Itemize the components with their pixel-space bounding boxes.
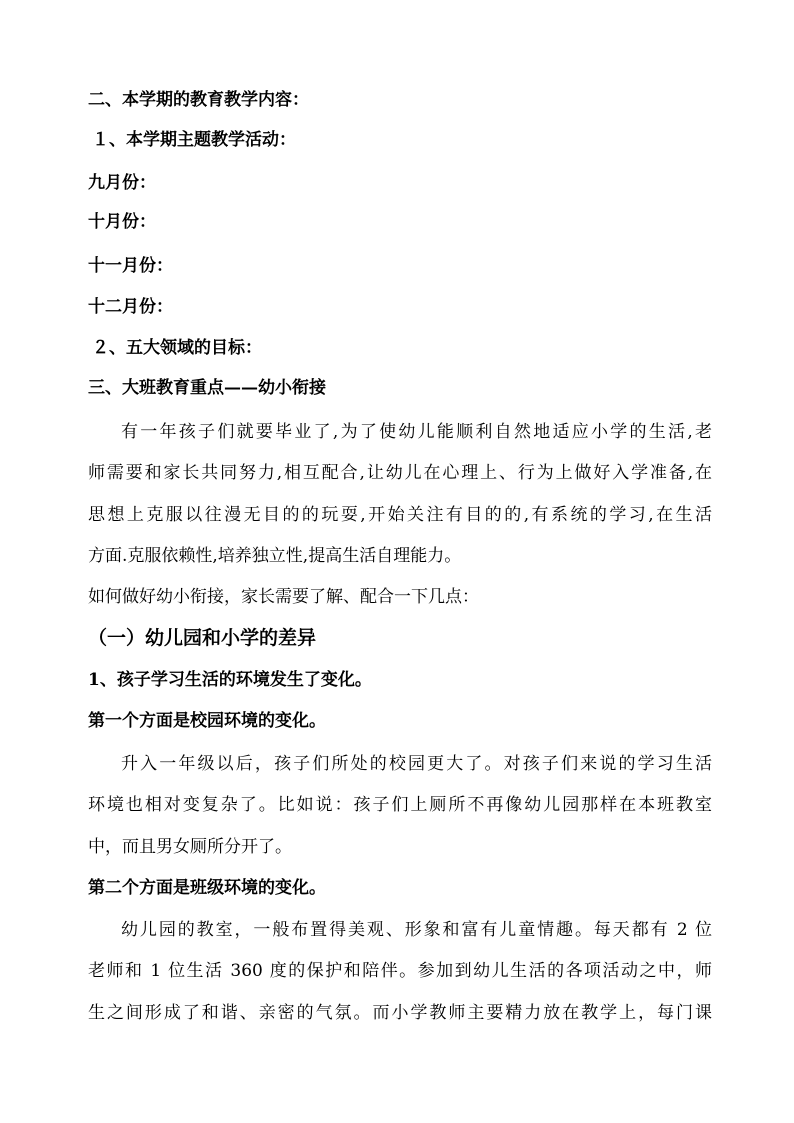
intro-paragraph-line: 师需要和家长共同努力,相互配合,让幼儿在心理上、行为上做好入学准备,在 — [88, 463, 712, 483]
aspect-2-line: 幼儿园的教室，一般布置得美观、形象和富有儿童情趣。每天都有 2 位 — [121, 920, 712, 940]
aspect-1-line: 升入一年级以后，孩子们所处的校园更大了。对孩子们来说的学习生活 — [121, 754, 712, 774]
intro-paragraph-line: 有一年孩子们就要毕业了,为了使幼儿能顺利自然地适应小学的生活,老 — [121, 422, 712, 442]
intro-paragraph-line: 思想上克服以往漫无目的的玩耍,开始关注有目的的,有系统的学习,在生活 — [88, 505, 712, 525]
month-december: 十二月份： — [88, 297, 173, 317]
aspect-2-line: 老师和 1 位生活 360 度的保护和陪伴。参加到幼儿生活的各项活动之中，师 — [88, 961, 712, 981]
month-october: 十月份： — [88, 212, 156, 232]
how-to-line: 如何做好幼小衔接，家长需要了解、配合一下几点： — [88, 587, 479, 607]
aspect-2-line: 生之间形成了和谐、亲密的气氛。而小学教师主要精力放在教学上，每门课 — [88, 1003, 712, 1023]
aspect-1-line: 环境也相对变复杂了。比如说：孩子们上厕所不再像幼儿园那样在本班教室 — [88, 795, 712, 815]
point-1-title: 1、孩子学习生活的环境发生了变化。 — [88, 670, 372, 690]
item-2-title: ２、五大领域的目标： — [92, 338, 262, 358]
section-2-title: 二、本学期的教育教学内容： — [88, 90, 309, 110]
aspect-2-title: 第二个方面是班级环境的变化。 — [88, 878, 326, 898]
item-1-title: １、本学期主题教学活动： — [92, 130, 296, 150]
intro-paragraph-line: 方面.克服依赖性,培养独立性,提高生活自理能力。 — [88, 546, 462, 566]
section-3-title: 三、大班教育重点——幼小衔接 — [88, 378, 326, 398]
aspect-1-title: 第一个方面是校园环境的变化。 — [88, 711, 326, 731]
subsection-1-title: （一）幼儿园和小学的差异 — [88, 627, 317, 649]
month-september: 九月份： — [88, 173, 156, 193]
aspect-1-line: 中，而且男女厕所分开了。 — [88, 837, 292, 857]
month-november: 十一月份： — [88, 256, 173, 276]
